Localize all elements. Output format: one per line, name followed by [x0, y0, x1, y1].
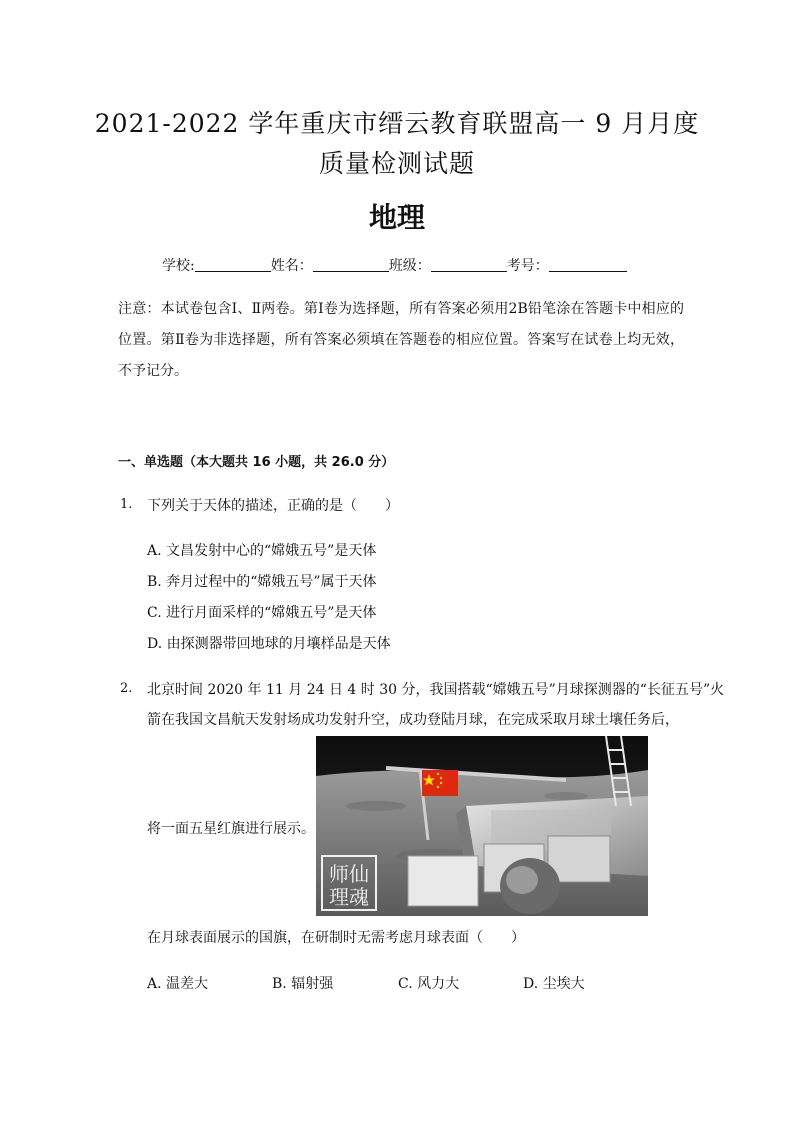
question-2-option-a[interactable]: A. 温差大 — [147, 976, 209, 992]
watermark-seal — [322, 856, 376, 910]
question-1-number: 1. — [120, 497, 133, 512]
exam-no-label: 考号： — [506, 258, 549, 274]
exam-title-line2: 质量检测试题 — [318, 149, 475, 178]
class-label: 班级： — [388, 258, 431, 274]
school-blank[interactable] — [195, 257, 271, 272]
svg-text:理魂: 理魂 — [329, 885, 369, 909]
lunar-flag-illustration — [316, 736, 648, 916]
exam-no-blank[interactable] — [549, 257, 627, 272]
question-1-text: 下列关于天体的描述，正确的是（ ） — [147, 498, 399, 514]
question-2-option-d[interactable]: D. 尘埃大 — [523, 976, 585, 992]
flag-star-small — [440, 782, 442, 784]
flag-star-small — [440, 777, 442, 779]
section-heading: 一、单选题（本大题共 16 小题，共 26.0 分） — [118, 455, 395, 470]
question-2-option-b[interactable]: B. 辐射强 — [272, 976, 334, 992]
crater — [544, 792, 588, 800]
lunar-flag-photo — [316, 736, 648, 916]
name-blank[interactable] — [313, 257, 389, 272]
question-2-line4: 在月球表面展示的国旗，在研制时无需考虑月球表面（ ） — [147, 930, 525, 946]
question-2-line3: 将一面五星红旗进行展示。 — [147, 821, 315, 837]
question-1-option-b[interactable]: B. 奔月过程中的“嫦娥五号”属于天体 — [147, 574, 377, 590]
school-label: 学校: — [162, 258, 195, 274]
flag-star-small — [437, 786, 439, 788]
question-1-option-a[interactable]: A. 文昌发射中心的“嫦娥五号”是天体 — [147, 543, 377, 559]
lander-cylinder-highlight — [506, 866, 538, 894]
question-2-option-c[interactable]: C. 风力大 — [398, 976, 460, 992]
question-2-number: 2. — [120, 681, 133, 696]
instrument-box — [408, 856, 478, 906]
flag-star-small — [437, 773, 439, 775]
svg-text:师仙: 师仙 — [329, 862, 369, 886]
question-1-option-d[interactable]: D. 由探测器带回地球的月壤样品是天体 — [147, 636, 391, 652]
exam-title-line1: 2021-2022 学年重庆市缙云教育联盟高一 9 月月度 — [94, 109, 700, 138]
crater — [346, 801, 406, 811]
subject-title: 地理 — [368, 201, 425, 234]
question-2-line1: 北京时间 2020 年 11 月 24 日 4 时 30 分，我国搭载“嫦娥五号”月球探测器的“长征五号”火 — [147, 682, 725, 698]
name-label: 姓名： — [270, 258, 313, 274]
question-2-line2: 箭在我国文昌航天发射场成功发射升空，成功登陆月球，在完成采取月球土壤任务后， — [147, 712, 679, 728]
exam-notice: 注意：本试卷包含Ⅰ、Ⅱ两卷。第Ⅰ卷为选择题，所有答案必须用2B铅笔涂在答题卡中相应的位置。第Ⅱ卷为非选择题，所有答案必须填在答题卷的相应位置。答案写在试卷上均无效，不予记分。 — [118, 301, 684, 379]
question-1-option-c[interactable]: C. 进行月面采样的“嫦娥五号”是天体 — [147, 605, 377, 621]
student-info-row — [162, 255, 627, 275]
class-blank[interactable] — [431, 257, 507, 272]
